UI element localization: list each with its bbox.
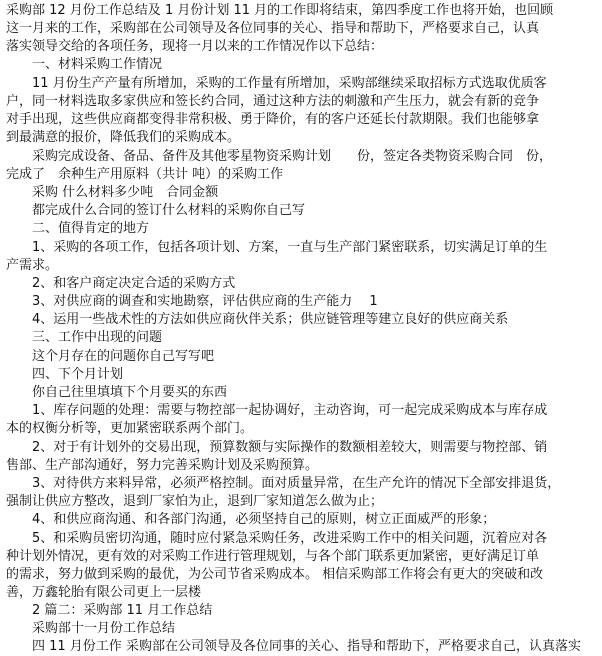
text-line: 对手出现，这些供应商都变得非常积极、勇于降价，有的客户还延长付款期限。我们也能够拿 bbox=[6, 112, 540, 127]
text-line: 落实领导交给的各项任务，现将一月以来的工作情况作以下总结： bbox=[6, 39, 384, 54]
section-heading: 一、材料采购工作情况 bbox=[6, 57, 163, 72]
section-heading: 三、工作中出现的问题 bbox=[6, 330, 163, 345]
text-line: 这个月存在的问题你自己写写吧 bbox=[6, 349, 215, 364]
text-line: 户，同一材料选取多家供应和签长约合同，通过这种方法的刺激和产生压力，就会有新的竞争 bbox=[6, 94, 540, 109]
section-heading: 采购部十一月份工作总结 bbox=[6, 621, 176, 636]
text-line: 你自己往里填填下个月要买的东西 bbox=[6, 385, 228, 400]
text-line: 5、和采购员密切沟通，随时应付紧急采购任务，改进采购工作中的相关问题，沉着应对各 bbox=[6, 531, 548, 546]
text-line: 到最满意的报价，降低我们的采购成本。 bbox=[6, 130, 241, 145]
text-line: 采购部 12 月份工作总结及 1 月份计划 11 月的工作即将结束，第四季度工作也将开始，也回顾 bbox=[6, 3, 554, 18]
text-line: 3、对待供方来料异常，必须严格控制。面对质量异常，在生产允许的情况下全部安排退货， bbox=[6, 476, 561, 491]
text-line: 的需求，努力做到采购的最优，为公司节省采购成本。 相信采购部工作将会有更大的突破和改 bbox=[6, 567, 544, 582]
text-line: 采购完成设备、备品、备件及其他零星物资采购计划 份，签定各类物资采购合同 份， bbox=[6, 149, 553, 164]
text-line: 2、对于有计划外的交易出现，预算数额与实际操作的数额相差较大，则需要与物控部、销 bbox=[6, 440, 548, 455]
text-line: 2、和客户商定决定合适的采购方式 bbox=[6, 276, 236, 291]
text-line: 完成了 余种生产用原料（共计 吨）的采购工作 bbox=[6, 167, 284, 182]
text-line: 1、库存问题的处理：需要与物控部一起协调好，主动咨询，可一起完成采购成本与库存成 bbox=[6, 403, 548, 418]
section-heading: 2 篇二：采购部 11 月工作总结 bbox=[6, 603, 213, 618]
text-line: 都完成什么合同的签订什么材料的采购你自己写 bbox=[6, 203, 306, 218]
text-line: 售部、生产部沟通好，努力完善采购计划及采购预算。 bbox=[6, 458, 319, 473]
text-line: 3、对供应商的调查和实地勘察，评估供应商的生产能力 1 bbox=[6, 294, 378, 309]
text-line: 采购 什么材料多少吨 合同金额 bbox=[6, 185, 219, 200]
text-line: 善，万鑫轮胎有限公司更上一层楼 bbox=[6, 585, 202, 600]
text-line: 4、运用一些战术性的方法如供应商伙伴关系；供应链管理等建立良好的供应商关系 bbox=[6, 312, 509, 327]
text-line: 这一月来的工作，采购部在公司领导及各位同事的关心、指导和帮助下，严格要求自己，认真 bbox=[6, 21, 540, 36]
text-line: 种计划外情况，更有效的对采购工作进行管理规划，与各个部门联系更加紧密，更好满足订单 bbox=[6, 549, 540, 564]
text-line: 产需求。 bbox=[6, 258, 59, 273]
text-line: 强制让供应方整改，退到厂家怕为止，退到厂家知道怎么做为止； bbox=[6, 494, 384, 509]
text-line: 11 月份生产产量有所增加，采购的工作量有所增加，采购部继续采取招标方式选取优质客 bbox=[6, 76, 547, 91]
text-line: 4、和供应商沟通、和各部门沟通，必须坚持自己的原则，树立正面威严的形象； bbox=[6, 512, 496, 527]
section-heading: 四、下个月计划 bbox=[6, 367, 124, 382]
section-heading: 二、值得肯定的地方 bbox=[6, 221, 150, 236]
text-line: 四 11 月份工作 采购部在公司领导及各位同事的关心、指导和帮助下，严格要求自己，认真落实 bbox=[6, 639, 581, 654]
text-line: 本的权衡分析等，更加紧密联系两个部门。 bbox=[6, 421, 254, 436]
text-line: 1、采购的各项工作，包括各项计划、方案，一直与生产部门紧密联系，切实满足订单的生 bbox=[6, 240, 548, 255]
